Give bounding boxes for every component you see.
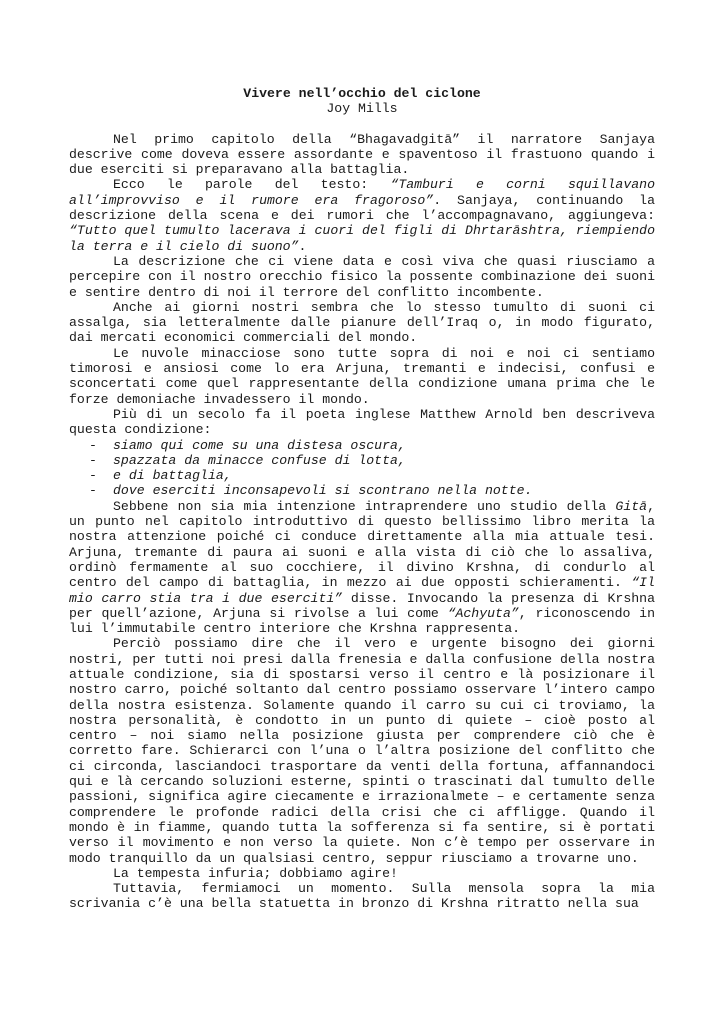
quote-chariot: “Il mio carro stia tra i due eserciti”: [69, 575, 655, 606]
text-run: Sebbene non sia mia intenzione intraprendere uno studio della: [113, 498, 616, 514]
poem-line: [69, 453, 655, 468]
paragraph: Più di un secolo fa il poeta inglese Matthew Arnold ben descriveva questa condizione:: [69, 406, 655, 438]
paragraph: Tuttavia, fermiamoci un momento. Sulla mensola sopra la mia scrivania c’è una bella statuetta in bronzo di Krshna ritratto nella sua: [69, 881, 655, 912]
paragraph: La descrizione che ci viene data e così viva che quasi riusciamo a percepire con il nostro orecchio fisico la possente combinazione dei suoni e sentire dentro di noi il terrore del conflitto incombente.: [69, 253, 655, 300]
quote-drums: “Tamburi e corni squillavano all’improvviso e il rumore era fragoroso”: [69, 177, 655, 208]
poem-line-text: dove eserciti inconsapevoli si scontrano nella notte.: [113, 483, 533, 499]
poem-line: [69, 483, 655, 498]
poem-line: [69, 438, 655, 453]
paragraph: Perciò possiamo dire che il vero e urgente bisogno dei giorni nostri, per tutti noi presi dalla frenesia e dalla confusione della nostra attuale condizione, sia di spostarsi verso il centro e là posizionare il nostro carro, poiché soltanto dal centro possiamo osservare l’intero campo della nostra esistenza. Solamente quando il carro su cui ci troviamo, la nostra personalità, è condotto in un punto di quiete – cioè posto al centro – noi siamo nella posizione giusta per comprendere ciò che è corretto fare. Schierarci con l’una o l’altra posizione del conflitto che ci circonda, lasciandoci trasportare da venti della fortuna, affannandoci qui e là cercando soluzioni esterne, spinti o trascinati dal tumulto delle passioni, significa agire ciecamente e irrazionalmete – e certamente senza comprendere le profonde radici della crisi che ci affligge. Quando il mondo è in fiamme, quando tutta la sofferenza si fa sentire, si è portati verso il movimento e non verso la quiete. Non c’è tempo per osservare in modo tranquillo da un qualsiasi centro, seppur riusciamo a trovarne uno.: [69, 636, 655, 866]
document-author: Joy Mills: [326, 101, 398, 117]
dash-marker: -: [89, 452, 97, 468]
paragraph: [69, 499, 655, 637]
text-run: .: [298, 238, 307, 254]
poem-list: [69, 438, 655, 499]
paragraph: La tempesta infuria; dobbiamo agire!: [113, 865, 398, 881]
text-run: , un punto nel capitolo introduttivo di questo bellissimo libro merita la nostra attenzione poiché ci conduce direttamente alla mia attuale tesi. Arjuna, tremante di paura ai suoni e alla vista di ciò che lo assaliva, ordinò fermamente al suo cocchiere, il divino Krshna, di condurlo al centro del campo di battaglia, in mezzo ai due opposti schieramenti.: [69, 498, 655, 591]
dash-marker: -: [89, 468, 97, 484]
poem-line-text: siamo qui come su una distesa oscura,: [113, 437, 406, 453]
text-run: . Sanjaya, continuando la descrizione della scena e dei rumori che l’accompagnavano, aggiungeva:: [69, 192, 655, 224]
text-run: disse. Invocando la presenza di Krshna per quell’azione, Arjuna si rivolse a lui come: [69, 590, 655, 621]
dash-marker: -: [89, 437, 97, 453]
paragraph: Le nuvole minacciose sono tutte sopra di noi e noi ci sentiamo timorosi e ansiosi come lo era Arjuna, tremanti e indecisi, confusi e sconcertati come quel rappresentante della condizione umana prima che le forze demoniache invadessero il mondo.: [69, 345, 655, 407]
document-title: Vivere nell’occhio del ciclone: [243, 86, 481, 101]
quote-achyuta: “Achyuta”: [447, 605, 519, 621]
dash-marker: -: [89, 483, 97, 499]
paragraph: Nel primo capitolo della “Bhagavadgitā” il narratore Sanjaya descrive come doveva essere assordante e spaventoso il frastuono quando i due eserciti si preparavano alla battaglia.: [69, 131, 655, 178]
poem-line: [69, 468, 655, 483]
poem-line-text: spazzata da minacce confuse di lotta,: [113, 452, 406, 468]
paragraph: [69, 177, 655, 253]
paragraph: Anche ai giorni nostri sembra che lo stesso tumulto di suoni ci assalga, sia letteralmente dalle pianure dell’Iraq o, in modo figurato, dai mercati economici commerciali del mondo.: [69, 299, 655, 346]
text-run: Ecco le parole del testo:: [113, 177, 391, 193]
text-run: , riconoscendo in lui l’immutabile centro interiore che Krshna rappresenta.: [69, 605, 655, 637]
quote-tumult: “Tutto quel tumulto lacerava i cuori del figli di Dhrtarāshtra, riempiendo la terra e il cielo di suono”: [69, 223, 655, 254]
poem-line-text: e di battaglia,: [113, 468, 232, 484]
gita-title: Gitā: [615, 498, 648, 514]
